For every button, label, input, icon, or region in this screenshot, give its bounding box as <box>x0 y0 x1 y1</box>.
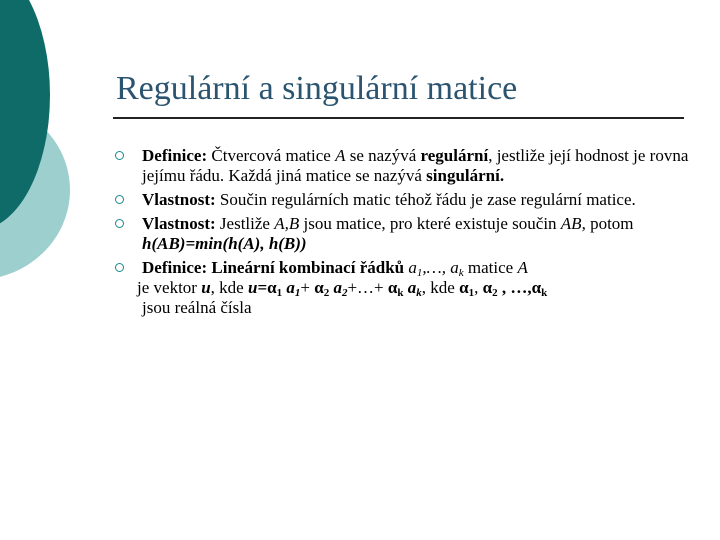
circle-bullet-icon <box>115 151 124 160</box>
linear-combination-formula-line: je vektor u, kde $u=\alpha_1$ $a_1+ \alpha_2$ $a_2+\dots+ \alpha_k$ $a_k$, kde $\alpha_1$, $\alpha_2$ , $\dots,\alpha_k$ <box>137 278 548 299</box>
list-item-property-rank: Vlastnost: Jestliže A,B jsou matice, pro které existuje součin AB, potom h(AB)=min(h(A), h(B)) <box>115 214 695 254</box>
circle-bullet-icon <box>115 219 124 228</box>
circle-bullet-icon <box>115 263 124 272</box>
slide-content <box>115 146 695 318</box>
linear-combination-tail-line: jsou reálná čísla <box>142 298 252 317</box>
list-item-definition-regular: Definice: Čtvercová matice A se nazývá regulární, jestliže její hodnost je rovna jejímu řádu. Každá jiná matice se nazývá singulární. <box>115 146 695 186</box>
decorative-circles <box>0 0 120 300</box>
list-item-definition-linear-combination: Definice: Lineární kombinací řádků $a_1,\dots$, $a_k$ matice A <box>115 258 695 278</box>
title-divider <box>113 117 684 119</box>
slide-title: Regulární a singulární matice <box>116 70 518 107</box>
circle-bullet-icon <box>115 195 124 204</box>
list-item-property-product: Vlastnost: Součin regulárních matic téhož řádu je zase regulární matice. <box>115 190 695 210</box>
